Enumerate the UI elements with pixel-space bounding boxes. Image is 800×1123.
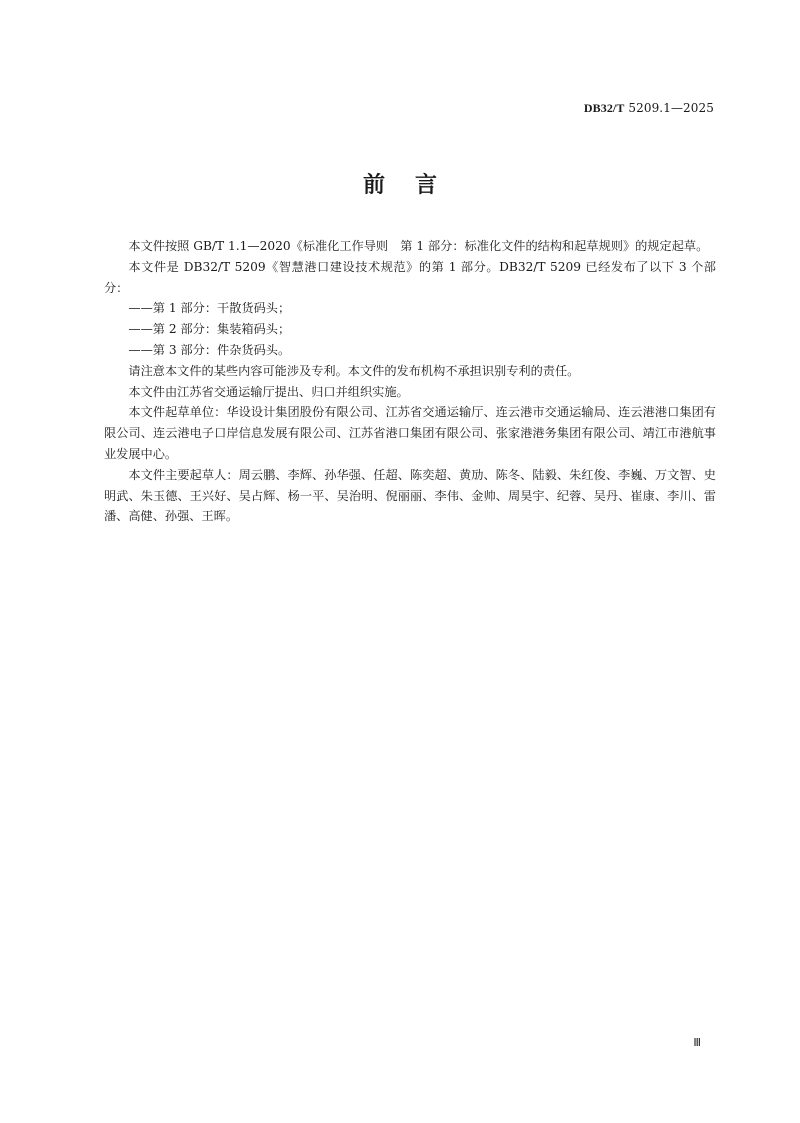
list-item-part-1: ——第 1 部分：干散货码头； (128, 301, 291, 316)
document-code-number: 5209.1—2025 (624, 101, 714, 115)
paragraph-drafters: 本文件主要起草人：周云鹏、李辉、孙华强、任超、陈奕超、黄劢、陈冬、陆毅、朱红俊、李巍、万文智、史明武、朱玉德、王兴好、吴占辉、杨一平、吴治明、倪丽丽、李伟、金帅、周昊宇、纪蓉、吴丹、崔康、李川、雷潘、高健、孙强、王晖。 (104, 467, 716, 524)
paragraph-proposer: 本文件由江苏省交通运输厅提出、归口并组织实施。 (128, 384, 409, 399)
document-code (584, 101, 714, 116)
paragraph-series-intro: 本文件是 DB32/T 5209《智慧港口建设技术规范》的第 1 部分。DB32/T 5209 已经发布了以下 3 个部分： (104, 259, 716, 295)
list-item-part-3: ——第 3 部分：件杂货码头。 (128, 342, 291, 357)
paragraph-drafting-units: 本文件起草单位：华设设计集团股份有限公司、江苏省交通运输厅、连云港市交通运输局、连云港港口集团有限公司、连云港电子口岸信息发展有限公司、江苏省港口集团有限公司、张家港港务集团有限公司、靖江市港航事业发展中心。 (104, 405, 716, 461)
paragraph-drafting-rules: 本文件按照 GB/T 1.1—2020《标准化工作导则 第 1 部分：标准化文件的结构和起草规则》的规定起草。 (128, 239, 709, 253)
foreword-body (104, 236, 716, 527)
paragraph-patent-notice: 请注意本文件的某些内容可能涉及专利。本文件的发布机构不承担识别专利的责任。 (128, 363, 580, 378)
page-number: Ⅲ (693, 1037, 701, 1049)
list-item-part-2: ——第 2 部分：集装箱码头； (128, 322, 291, 337)
page-title: 前言 (362, 173, 467, 198)
document-code-prefix: DB32/T (583, 101, 625, 115)
